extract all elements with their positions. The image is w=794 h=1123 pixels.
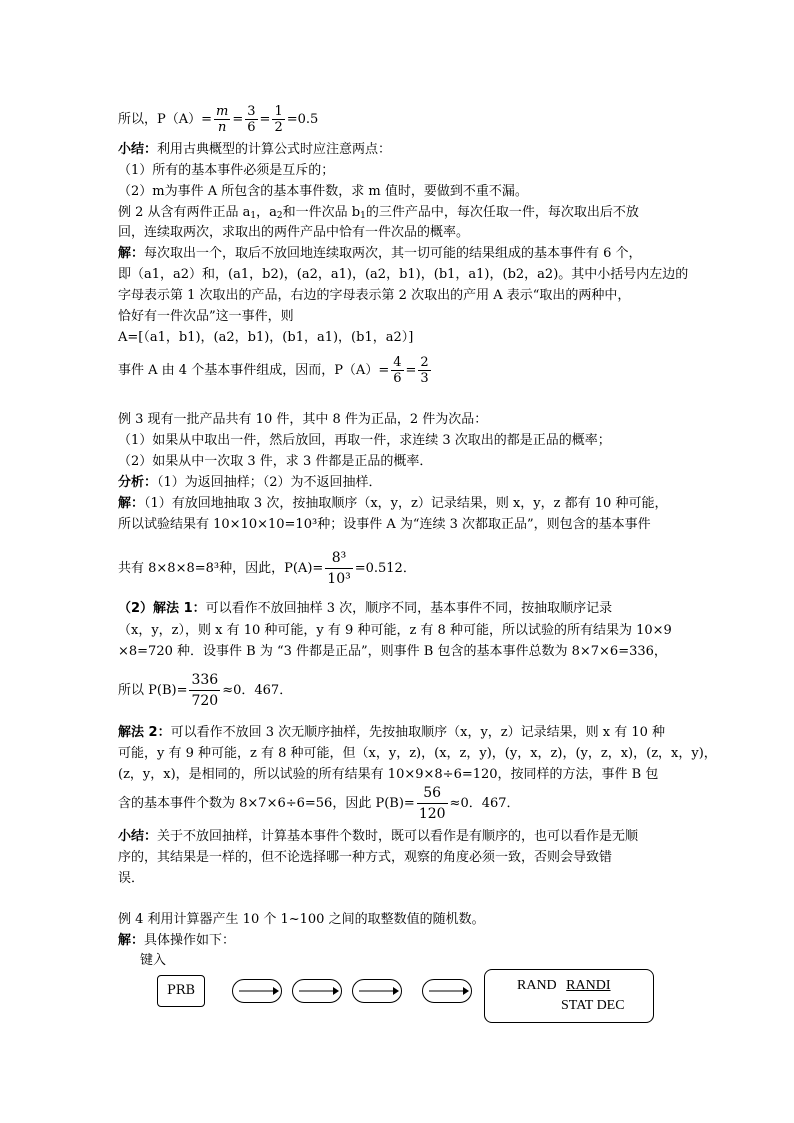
text: ，a <box>256 205 277 220</box>
denominator: 6 <box>393 371 402 386</box>
method-1-line-1 <box>118 600 612 617</box>
summary-2-line-1 <box>118 828 638 845</box>
right-arrow-icon <box>233 980 281 1002</box>
equals: = <box>232 112 244 127</box>
text: 可以看作不放回 3 次无顺序抽样，先按抽取顺序（x，y，z）记录结果，则 x 有 10 种 <box>170 725 666 740</box>
example-3-line-3: （2）如果从中一次取 3 件，求 3 件都是正品的概率． <box>118 454 433 469</box>
denominator: 720 <box>191 693 219 709</box>
solution-2-line-4: 恰好有一件次品”这一事件，则 <box>118 309 294 324</box>
summary-heading: 小结： <box>118 142 158 157</box>
denominator: 10³ <box>327 571 351 587</box>
text: （1）有放回地抽取 3 次，按抽取顺序（x，y，z）记录结果，则 x，y，z 都有 10 种可能， <box>144 496 668 511</box>
equals: = <box>405 363 417 378</box>
right-arrow-icon <box>293 980 341 1002</box>
fraction-mn <box>214 104 230 135</box>
text: 和一件次品 b <box>282 205 361 220</box>
method-1-line-2: （x，y，z），则 x 有 10 种可能，y 有 9 种可能，z 有 8 种可能，所以试验的所有结果为 10×9 <box>118 623 672 638</box>
text: 具体操作如下： <box>144 933 236 948</box>
text: （1）为返回抽样；（2）为不返回抽样． <box>157 475 382 490</box>
example-3-line-2: （1）如果从中取出一件，然后放回，再取一件，求连续 3 次取出的都是正品的概率； <box>118 433 611 448</box>
text: 事件 A 由 4 个基本事件组成，因而，P（A）= <box>118 363 390 378</box>
solution-2-line-3: 字母表示第 1 次取出的产品，右边的字母表示第 2 次取出的产用 A 表示“取出的两种中， <box>118 288 631 303</box>
method-heading: （2）解法 1： <box>118 601 206 616</box>
numerator: 336 <box>189 670 220 691</box>
method-1-line-3: ×8=720 种．设事件 B 为 “3 件都是正品”，则事件 B 包含的基本事件总数为 8×7×6=336， <box>118 644 667 659</box>
fraction-336-720 <box>189 670 220 711</box>
method-2-line-3: (z，y，x)，是相同的，所以试验的所有结果有 10×9×8÷6=120，按同样的方法，事件 B 包 <box>118 767 659 782</box>
solution-3-line-3 <box>118 548 416 589</box>
equals: = <box>259 112 271 127</box>
solution-3-line-1 <box>118 495 667 512</box>
prb-key <box>157 975 205 1007</box>
text: 例 2 从含有两件正品 a <box>118 205 251 220</box>
text: 所以 P(B)= <box>118 683 188 698</box>
result: =0.512． <box>354 561 416 576</box>
formula-line-1 <box>118 104 318 135</box>
method-2-line-4 <box>118 783 520 824</box>
solution-2-line-1 <box>118 245 642 262</box>
text: 可以看作不放回抽样 3 次，顺序不同，基本事件不同，按抽取顺序记录 <box>205 601 613 616</box>
denominator: 3 <box>420 371 429 386</box>
fraction-1-2 <box>272 104 284 135</box>
denominator: n <box>218 120 227 135</box>
text: 含的基本事件个数为 8×7×6÷6=56，因此 P(B)= <box>118 796 415 811</box>
fraction-56-120 <box>417 783 448 824</box>
denominator: 2 <box>274 120 283 135</box>
numerator: 2 <box>420 355 429 370</box>
analysis-heading: 分析： <box>118 475 158 490</box>
analysis-line <box>118 474 382 491</box>
arrow-key-2 <box>292 979 342 1003</box>
summary-item-2: （2）m为事件 A 所包含的基本事件数，求 m 值时，要做到不重不漏。 <box>118 184 528 199</box>
method-heading: 解法 2： <box>118 725 171 740</box>
solution-2-line-6 <box>118 355 433 386</box>
result: ≈0．467． <box>222 683 293 698</box>
summary-2-line-2: 序的，其结果是一样的，但不论选择哪一种方式，观察的角度必须一致，否则会导致错 <box>118 850 613 865</box>
text: 关于不放回抽样，计算基本事件个数时，既可以看作是有顺序的，也可以看作是无顺 <box>157 829 639 844</box>
key-in-label: 键入 <box>140 953 167 968</box>
fraction-8cubed <box>325 548 352 589</box>
summary-item-1: （1）所有的基本事件必须是互斥的； <box>118 163 335 178</box>
solution-heading: 解： <box>118 933 145 948</box>
prb-key-label: PRB <box>166 983 196 998</box>
randi-label: RANDI <box>566 978 611 993</box>
arrow-key-3 <box>352 979 402 1003</box>
summary-heading: 小结： <box>118 829 158 844</box>
stat-dec-label: STAT DEC <box>561 998 625 1013</box>
result: =0.5 <box>286 112 319 127</box>
result: ≈0．467． <box>449 796 520 811</box>
numerator: 3 <box>247 104 256 119</box>
fraction-3-6 <box>245 104 257 135</box>
text: 每次取出一个，取后不放回地连续取两次，其一切可能的结果组成的基本事件有 6 个， <box>144 246 642 261</box>
method-1-line-4 <box>118 670 292 711</box>
summary-text: 利用古典概型的计算公式时应注意两点： <box>157 142 392 157</box>
example-3-line-1: 例 3 现有一批产品共有 10 件，其中 8 件为正品，2 件为次品： <box>118 412 488 427</box>
numerator: 1 <box>274 104 283 119</box>
summary-2-line-3: 误． <box>118 871 145 886</box>
text: 的三件产品中，每次任取一件，每次取出后不放 <box>365 205 639 220</box>
right-arrow-icon <box>423 980 471 1002</box>
fraction-4-6 <box>391 355 403 386</box>
method-2-line-2: 可能，y 有 9 种可能，z 有 8 种可能，但（x，y，z)，(x，z，y)，(y，x，z)，(y，z，x)，(z，x，y)， <box>118 746 717 761</box>
numerator: 8³ <box>325 548 352 569</box>
rand-label: RAND <box>517 978 557 993</box>
numerator: 56 <box>417 783 448 804</box>
example-2-line-1: 例 2 从含有两件正品 $a_1$，$a_2$和一件次品 $b_1$的三件产品中，每次任取一件，每次取出后不放 <box>118 205 639 221</box>
solution-heading: 解： <box>118 246 145 261</box>
arrow-key-4 <box>422 979 472 1003</box>
numerator: 4 <box>393 355 402 370</box>
numerator: m <box>216 104 229 119</box>
denominator: 6 <box>247 120 256 135</box>
right-arrow-icon <box>353 980 401 1002</box>
solution-2-line-2: 即（a1，a2）和，(a1，b2)，(a2，a1)，(a2，b1)，(b1，a1)，(b2，a2)。其中小括号内左边的 <box>118 267 689 282</box>
example-2-line-2: 回，连续取两次，求取出的两件产品中恰有一件次品的概率。 <box>118 225 470 240</box>
method-2-line-1 <box>118 724 665 741</box>
summary-1 <box>118 141 391 158</box>
solution-3-line-2: 所以试验结果有 10×10×10=10³种；设事件 A 为“连续 3 次都取正品”，则包含的基本事件 <box>118 517 651 532</box>
example-4-line-1: 例 4 利用计算器产生 10 个 1~100 之间的取整数值的随机数。 <box>118 912 485 927</box>
solution-2-line-5: A=[（a1，b1)，(a2，b1)，(b1，a1)，(b1，a2）] <box>118 330 414 345</box>
example-4-solution <box>118 932 235 949</box>
arrow-key-1 <box>232 979 282 1003</box>
calculator-display-panel <box>484 969 654 1023</box>
fraction-2-3 <box>418 355 430 386</box>
solution-heading: 解： <box>118 496 145 511</box>
text: 共有 8×8×8=8³种，因此，P(A)= <box>118 561 324 576</box>
formula-text: 所以，P（A）= <box>118 112 213 127</box>
denominator: 120 <box>418 806 446 822</box>
